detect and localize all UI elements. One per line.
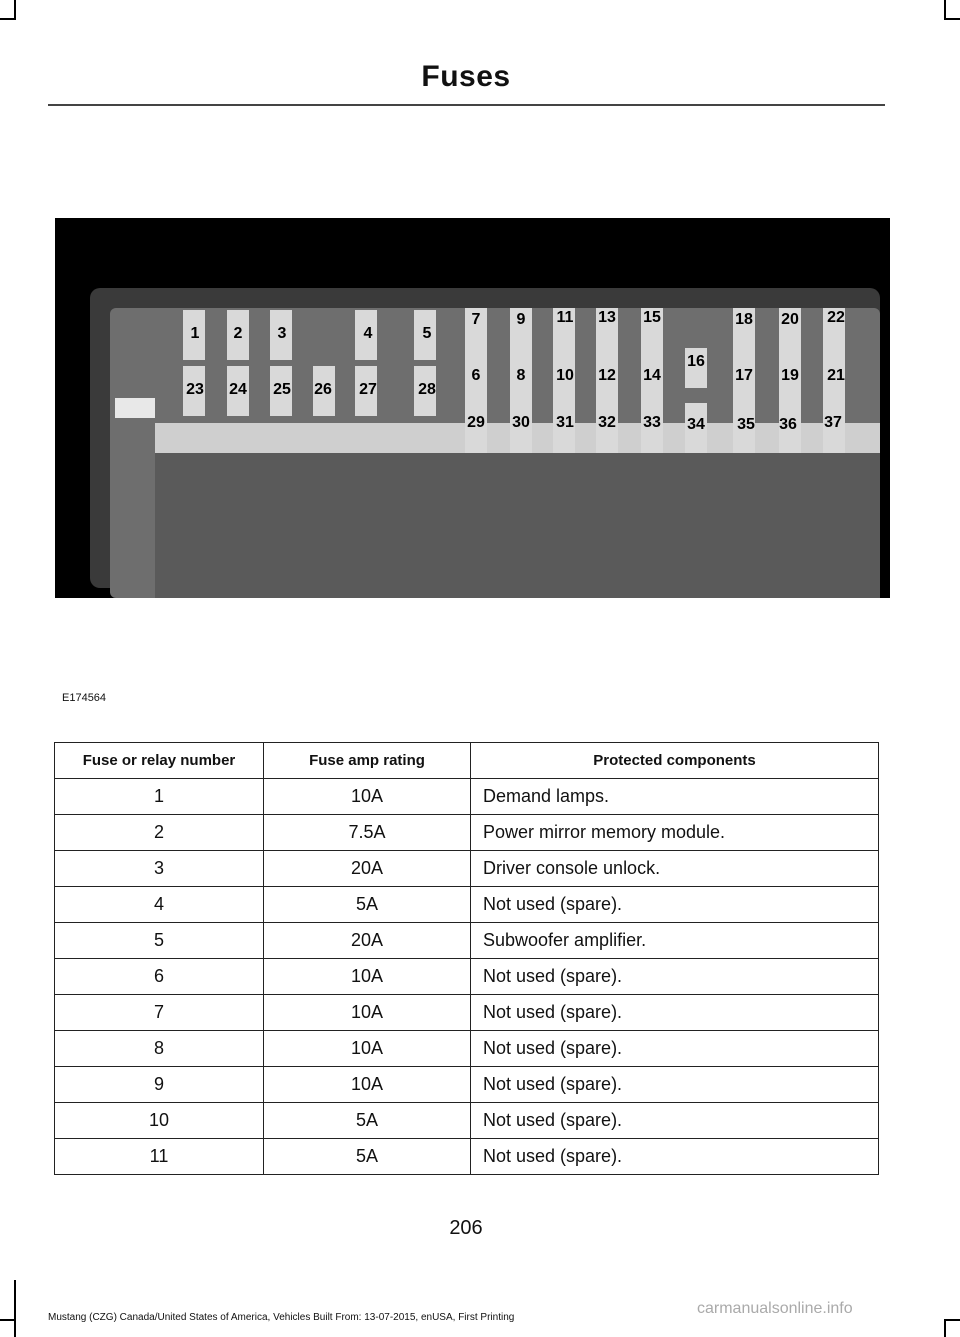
column-header: Protected components bbox=[471, 743, 879, 779]
fuse-label: 11 bbox=[556, 309, 574, 326]
table-row bbox=[55, 851, 879, 887]
fuse-label: 8 bbox=[516, 367, 526, 384]
fuse-label: 2 bbox=[233, 325, 243, 342]
fuse-label: 19 bbox=[781, 367, 799, 384]
amp-rating: 5A bbox=[264, 1103, 471, 1139]
fuse-label: 6 bbox=[471, 367, 481, 384]
fuse-label: 7 bbox=[471, 311, 481, 328]
fuse-number: 5 bbox=[55, 923, 264, 959]
protected-component: Driver console unlock. bbox=[471, 851, 879, 887]
fuse-label: 9 bbox=[516, 311, 526, 328]
table-row bbox=[55, 1067, 879, 1103]
fuse-table bbox=[54, 742, 879, 1175]
amp-rating: 10A bbox=[264, 779, 471, 815]
protected-component: Not used (spare). bbox=[471, 1031, 879, 1067]
protected-component: Not used (spare). bbox=[471, 887, 879, 923]
fuse-label: 15 bbox=[643, 309, 661, 326]
table-row bbox=[55, 779, 879, 815]
protected-component: Demand lamps. bbox=[471, 779, 879, 815]
fuse-number: 7 bbox=[55, 995, 264, 1031]
fuse-number: 9 bbox=[55, 1067, 264, 1103]
fuse-number: 4 bbox=[55, 887, 264, 923]
table-row bbox=[55, 815, 879, 851]
fuse-label: 5 bbox=[422, 325, 432, 342]
protected-component: Not used (spare). bbox=[471, 1067, 879, 1103]
protected-component: Not used (spare). bbox=[471, 1139, 879, 1175]
amp-rating: 10A bbox=[264, 1067, 471, 1103]
fuse-label: 13 bbox=[598, 309, 616, 326]
amp-rating: 5A bbox=[264, 1139, 471, 1175]
fuse-label: 12 bbox=[598, 367, 616, 384]
amp-rating: 5A bbox=[264, 887, 471, 923]
table-row bbox=[55, 959, 879, 995]
amp-rating: 10A bbox=[264, 995, 471, 1031]
fuse-label: 3 bbox=[277, 325, 287, 342]
watermark: carmanualsonline.info bbox=[697, 1300, 853, 1317]
protected-component: Not used (spare). bbox=[471, 959, 879, 995]
fuse-number: 8 bbox=[55, 1031, 264, 1067]
fuse-label: 37 bbox=[824, 414, 842, 431]
column-header: Fuse or relay number bbox=[55, 743, 264, 779]
table-row bbox=[55, 923, 879, 959]
fuse-label: 36 bbox=[779, 416, 797, 433]
fuse-number: 10 bbox=[55, 1103, 264, 1139]
fuse-label: 1 bbox=[190, 325, 200, 342]
table-row bbox=[55, 1139, 879, 1175]
footer-text: Mustang (CZG) Canada/United States of America, Vehicles Built From: 13-07-2015, enUSA, First Printing bbox=[48, 1312, 515, 1323]
fuse-label: 33 bbox=[643, 414, 661, 431]
crop-mark bbox=[0, 1319, 15, 1321]
protected-component: Power mirror memory module. bbox=[471, 815, 879, 851]
fuse-label: 32 bbox=[598, 414, 616, 431]
fuse-label: 4 bbox=[363, 325, 373, 342]
fuse-number: 6 bbox=[55, 959, 264, 995]
fuse-label: 25 bbox=[273, 381, 291, 398]
image-code: E174564 bbox=[62, 692, 107, 704]
fuse-label: 17 bbox=[735, 367, 753, 384]
fuse-label: 23 bbox=[186, 381, 204, 398]
fuse-label: 20 bbox=[781, 311, 799, 328]
fuse-label: 29 bbox=[467, 414, 485, 431]
table-row bbox=[55, 887, 879, 923]
crop-mark bbox=[14, 0, 16, 20]
amp-rating: 10A bbox=[264, 1031, 471, 1067]
amp-rating: 7.5A bbox=[264, 815, 471, 851]
fuse-label: 16 bbox=[687, 353, 705, 370]
table-row bbox=[55, 1103, 879, 1139]
fuse-label: 34 bbox=[687, 416, 705, 433]
fuse-label: 22 bbox=[827, 309, 845, 326]
amp-rating: 20A bbox=[264, 923, 471, 959]
fuse-label: 28 bbox=[418, 381, 436, 398]
fuse-label: 24 bbox=[229, 381, 247, 398]
fuse-label: 27 bbox=[359, 381, 377, 398]
title-divider bbox=[48, 104, 885, 106]
fuse-label: 26 bbox=[314, 381, 332, 398]
amp-rating: 20A bbox=[264, 851, 471, 887]
fuse-label: 10 bbox=[556, 367, 574, 384]
crop-mark bbox=[14, 1280, 16, 1337]
table-header-row bbox=[55, 743, 879, 779]
fuse-panel-diagram bbox=[55, 218, 890, 598]
fuse-label: 31 bbox=[556, 414, 574, 431]
fuse-label: 14 bbox=[643, 367, 661, 384]
crop-mark bbox=[944, 18, 960, 20]
fuse-label: 18 bbox=[735, 311, 753, 328]
table-row bbox=[55, 1031, 879, 1067]
fuse-number: 1 bbox=[55, 779, 264, 815]
crop-mark bbox=[944, 1319, 960, 1321]
protected-component: Not used (spare). bbox=[471, 1103, 879, 1139]
fuse-label: 30 bbox=[512, 414, 530, 431]
crop-mark bbox=[944, 1320, 946, 1337]
page-number: 206 bbox=[449, 1217, 483, 1239]
fuse-label: 21 bbox=[827, 367, 845, 384]
crop-mark bbox=[0, 18, 15, 20]
column-header: Fuse amp rating bbox=[264, 743, 471, 779]
fuse-number: 11 bbox=[55, 1139, 264, 1175]
protected-component: Subwoofer amplifier. bbox=[471, 923, 879, 959]
fuse-number: 3 bbox=[55, 851, 264, 887]
fuse-label: 35 bbox=[737, 416, 755, 433]
amp-rating: 10A bbox=[264, 959, 471, 995]
fuse-number: 2 bbox=[55, 815, 264, 851]
page-title: Fuses bbox=[421, 60, 511, 93]
crop-mark bbox=[944, 0, 946, 20]
table-row bbox=[55, 995, 879, 1031]
protected-component: Not used (spare). bbox=[471, 995, 879, 1031]
